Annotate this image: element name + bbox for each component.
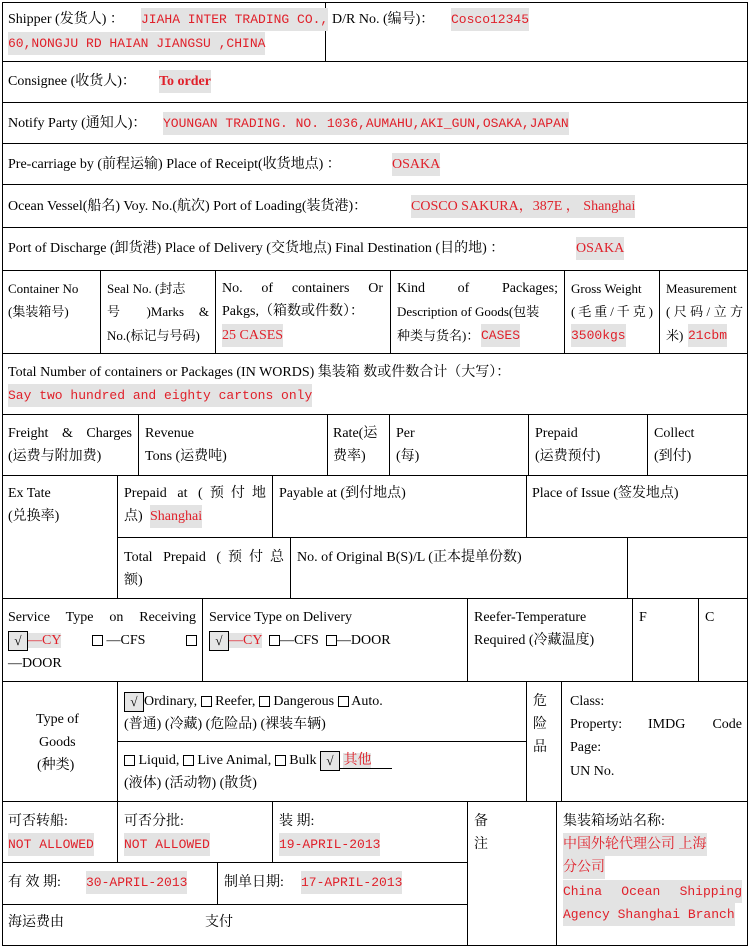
collect-label: Collect	[654, 426, 695, 441]
notify-label: Notify Party (通知人)：	[8, 116, 147, 131]
payment-label: 支付	[205, 915, 233, 930]
type-of-goods-label-cn: (种类)	[37, 758, 75, 773]
goods-type-row1	[124, 690, 383, 713]
per-label: Per	[396, 426, 415, 441]
service-delivery-label: Service Type on Delivery	[209, 610, 352, 625]
shipment-date-value: 19-APRIL-2013	[279, 833, 380, 856]
checkbox-liquid[interactable]	[124, 755, 135, 766]
remarks-char-1: 备	[474, 814, 488, 829]
checkbox-auto[interactable]	[338, 696, 349, 707]
door-delivery-option: —DOOR	[336, 633, 391, 648]
goods-type-row1-cn: (普通) (冷藏) (危险品) (裸装车辆)	[124, 717, 326, 732]
checkbox-door-receiving[interactable]	[186, 635, 197, 646]
dr-no-label: D/R No. (编号)：	[332, 12, 435, 27]
checkbox-door-delivery[interactable]	[326, 635, 337, 646]
discharge-value: OSAKA	[576, 237, 624, 260]
door-receiving-option: —DOOR	[8, 656, 62, 671]
kind-packages-label-3: 种类与货名)：	[397, 328, 480, 343]
validity-label: 有 效 期:	[8, 875, 61, 890]
partial-shipment-value: NOT ALLOWED	[124, 833, 210, 856]
checkbox-bulk[interactable]	[275, 755, 286, 766]
partial-shipment-label: 可否分批:	[124, 814, 184, 829]
checkbox-other[interactable]: √	[320, 751, 340, 771]
dangerous-goods-char-1: 危	[533, 694, 547, 709]
measurement-label-cn: (尺码/立方	[666, 304, 743, 319]
other-option: 其他	[343, 753, 372, 768]
cy-receiving-option: —CY	[28, 633, 62, 648]
kind-packages-label-2: Description of Goods(包装	[397, 304, 540, 319]
transshipment-label: 可否转船:	[8, 814, 68, 829]
cfs-receiving-option: —CFS	[106, 633, 146, 648]
consignee-label: Consignee (收货人)：	[8, 74, 136, 89]
live-animal-option: Live Animal,	[197, 753, 272, 768]
service-receiving-options	[8, 629, 196, 652]
consignee-value: To order	[159, 70, 211, 93]
total-value: Say two hundred and eighty cartons only	[8, 384, 312, 407]
issue-date-value: 17-APRIL-2013	[301, 871, 402, 894]
vessel-label: Ocean Vessel(船名) Voy. No.(航次) Port of Loading(装货港)：	[8, 199, 368, 214]
page-label: Page:	[570, 740, 602, 755]
checkbox-cfs-receiving[interactable]	[92, 635, 103, 646]
notify-value: YOUNGAN TRADING. NO. 1036,AUMAHU,AKI_GUN,OSAKA,JAPAN	[163, 112, 569, 135]
total-label: Total Number of containers or Packages (IN WORDS) 集装箱 数或件数合计（大写）：	[8, 365, 511, 380]
rate-label: Rate(运	[333, 426, 378, 441]
gross-weight-label-cn: (毛重/千克)	[571, 304, 653, 319]
auto-option: Auto.	[351, 694, 383, 709]
precarriage-value: OSAKA	[392, 153, 440, 176]
num-containers-label-2: Pakgs,（箱数或件数）：	[222, 304, 364, 319]
ex-tate-label-cn: (兑换率)	[8, 509, 60, 524]
shipper-value-line2: 60,NONGJU RD HAIAN JIANGSU ,CHINA	[8, 32, 265, 55]
freight-charges-label-cn: (运费与附加费)	[8, 449, 102, 464]
prepaid-at-value: Shanghai	[150, 505, 202, 528]
checkbox-reefer[interactable]	[201, 696, 212, 707]
service-receiving-label: Service Type on Receiving	[8, 610, 196, 625]
total-prepaid-label-2: 额)	[124, 573, 143, 588]
gross-weight-label: Gross Weight	[571, 281, 642, 296]
kind-packages-label: Kind of Packages;	[397, 281, 558, 296]
discharge-label: Port of Discharge (卸货港) Place of Delivery (交货地点) Final Destination (目的地) ：	[8, 241, 505, 256]
type-of-goods-label: Type of	[36, 712, 79, 727]
ordinary-option: Ordinary,	[144, 694, 198, 709]
place-of-issue-label: Place of Issue (签发地点)	[532, 486, 679, 501]
per-label-cn: (每)	[396, 449, 420, 464]
ex-tate-label: Ex Tate	[8, 486, 51, 501]
liquid-option: Liquid,	[138, 753, 180, 768]
num-containers-label: No. of containers Or	[222, 281, 383, 296]
measurement-value: 21cbm	[688, 324, 727, 347]
vessel-value: COSCO SAKURA，387E ， Shanghai	[411, 195, 635, 218]
original-bl-label: No. of Original B(S)/L (正本提单份数)	[297, 550, 522, 565]
checkbox-cy-delivery[interactable]: √	[209, 631, 229, 651]
dangerous-option: Dangerous	[273, 694, 335, 709]
revenue-tons-label: Tons (运费吨)	[145, 449, 227, 464]
remarks-char-2: 注	[474, 837, 488, 852]
dangerous-goods-char-2: 险	[533, 717, 547, 732]
celsius-label: C	[705, 610, 715, 625]
reefer-temp-label: Reefer-Temperature	[474, 610, 587, 625]
validity-value: 30-APRIL-2013	[86, 871, 187, 894]
rate-label-cn: 费率)	[333, 449, 366, 464]
dr-no-value: Cosco12345	[451, 8, 529, 31]
seal-label: Seal No. (封志	[107, 281, 186, 296]
goods-type-row2	[124, 749, 392, 772]
checkbox-ordinary[interactable]: √	[124, 692, 144, 712]
reefer-option: Reefer,	[215, 694, 256, 709]
checkbox-live-animal[interactable]	[183, 755, 194, 766]
property-label: Property: IMDG Code	[570, 717, 742, 732]
kind-packages-value: CASES	[481, 324, 520, 347]
container-station-value-4: Agency Shanghai Branch	[563, 903, 735, 926]
precarriage-label: Pre-carriage by (前程运输) Place of Receipt(收货地点) ：	[8, 157, 341, 172]
cfs-delivery-option: —CFS	[279, 633, 319, 648]
shipment-date-label: 装 期:	[279, 814, 315, 829]
collect-label-cn: (到付)	[654, 449, 692, 464]
container-station-value-1: 中国外轮代理公司 上海	[563, 833, 707, 856]
shipper-label: Shipper (发货人) ：	[8, 12, 124, 27]
measurement-label-cn-2: 米)	[666, 328, 684, 343]
prepaid-at-label-2: 点)	[124, 509, 143, 524]
issue-date-label: 制单日期:	[224, 875, 284, 890]
measurement-label: Measurement	[666, 281, 737, 296]
bulk-option: Bulk	[289, 753, 317, 768]
gross-weight-value: 3500kgs	[571, 324, 626, 347]
payable-at-label: Payable at (到付地点)	[279, 486, 406, 501]
class-label: Class:	[570, 694, 605, 709]
cy-delivery-option: —CY	[229, 633, 262, 648]
container-no-label: Container No	[8, 281, 79, 296]
service-delivery-options	[209, 629, 391, 652]
un-no-label: UN No.	[570, 764, 615, 779]
sea-freight-payer-label: 海运费由	[8, 915, 64, 930]
revenue-label: Revenue	[145, 426, 194, 441]
container-station-label: 集装箱场站名称:	[563, 814, 665, 829]
type-of-goods-label-2: Goods	[39, 735, 76, 750]
transshipment-value: NOT ALLOWED	[8, 833, 94, 856]
dangerous-goods-char-3: 品	[533, 740, 547, 755]
shipper-value-line1: JIAHA INTER TRADING CO.,	[141, 8, 328, 31]
prepaid-label-cn: (运费预付)	[535, 449, 601, 464]
freight-charges-label: Freight & Charges	[8, 426, 132, 441]
goods-type-row2-cn: (液体) (活动物) (散货)	[124, 776, 257, 791]
num-containers-value: 25 CASES	[222, 324, 283, 347]
total-prepaid-label: Total Prepaid (预付总	[124, 550, 284, 565]
reefer-temp-label-cn: Required (冷藏温度)	[474, 633, 595, 648]
container-no-label-cn: (集装箱号)	[8, 304, 69, 319]
prepaid-at-label: Prepaid at (预付地	[124, 486, 266, 501]
fahrenheit-label: F	[639, 610, 647, 625]
container-station-value-2: 分公司	[563, 856, 605, 879]
container-station-value-3: China Ocean Shipping	[563, 880, 742, 903]
checkbox-dangerous[interactable]	[259, 696, 270, 707]
seal-label-2: 号 )Marks &	[107, 304, 209, 319]
checkbox-cfs-delivery[interactable]	[269, 635, 280, 646]
seal-label-3: No.(标记与号码)	[107, 328, 200, 343]
prepaid-label: Prepaid	[535, 426, 578, 441]
checkbox-cy-receiving[interactable]: √	[8, 631, 28, 651]
